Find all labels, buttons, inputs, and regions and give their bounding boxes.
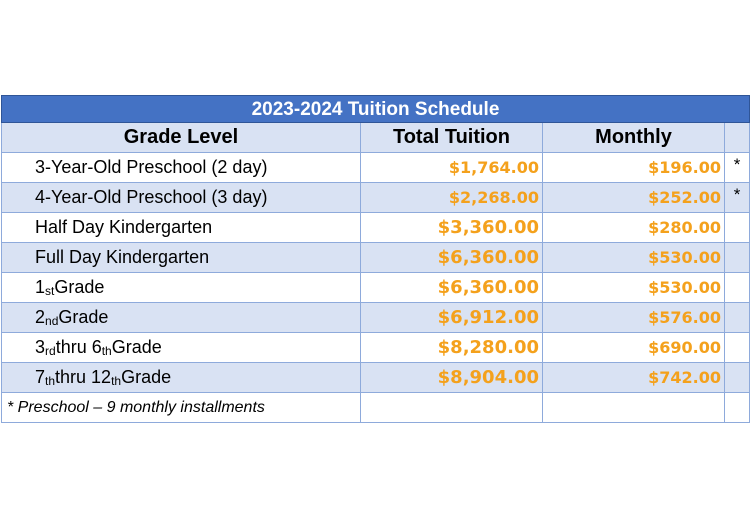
grade-level-cell [1, 363, 361, 393]
grade-level-cell [1, 333, 361, 363]
grade-level-cell [1, 183, 361, 213]
footnote: * Preschool – 9 monthly installments [1, 393, 361, 423]
footnote-mark-cell [725, 363, 750, 393]
total-tuition-cell: $1,764.00 [361, 153, 543, 183]
footnote-mark-cell [725, 243, 750, 273]
grade-text: Grade [54, 277, 105, 297]
grade-text: thru 12 [55, 367, 112, 387]
ordinal-suffix: th [111, 373, 122, 388]
monthly-cell: $530.00 [543, 243, 725, 273]
total-tuition-cell: $6,360.00 [361, 273, 543, 303]
grade-text: 3 [35, 337, 46, 357]
footnote-mark-cell [725, 213, 750, 243]
monthly-cell: $576.00 [543, 303, 725, 333]
grade-text: 7 [35, 367, 46, 387]
footnote-mark-cell: * [725, 153, 750, 183]
grade-text: Grade [121, 367, 172, 387]
table-title: 2023-2024 Tuition Schedule [1, 95, 750, 123]
footnote-blank-total [361, 393, 543, 423]
ordinal-suffix: st [45, 283, 55, 298]
grade-level-cell [1, 303, 361, 333]
total-tuition-cell: $8,904.00 [361, 363, 543, 393]
footnote-mark-cell [725, 333, 750, 363]
monthly-cell: $196.00 [543, 153, 725, 183]
monthly-cell: $252.00 [543, 183, 725, 213]
grade-level-cell [1, 273, 361, 303]
total-tuition-cell: $8,280.00 [361, 333, 543, 363]
monthly-cell: $742.00 [543, 363, 725, 393]
grade-text: Grade [111, 337, 162, 357]
monthly-cell: $690.00 [543, 333, 725, 363]
monthly-cell: $530.00 [543, 273, 725, 303]
grade-text: 4-Year-Old Preschool (3 day) [35, 187, 268, 207]
grade-text: thru 6 [55, 337, 102, 357]
header-monthly: Monthly [543, 123, 725, 153]
grade-level-cell [1, 213, 361, 243]
tuition-grid [1, 123, 750, 423]
total-tuition-cell: $6,360.00 [361, 243, 543, 273]
header-grade-level: Grade Level [1, 123, 361, 153]
header-note [725, 123, 750, 153]
header-total-tuition: Total Tuition [361, 123, 543, 153]
total-tuition-cell: $3,360.00 [361, 213, 543, 243]
grade-level-cell [1, 153, 361, 183]
tuition-table [1, 95, 750, 423]
footnote-mark-cell [725, 273, 750, 303]
footnote-blank-monthly [543, 393, 725, 423]
total-tuition-cell: $2,268.00 [361, 183, 543, 213]
footnote-blank-mark [725, 393, 750, 423]
grade-level-cell [1, 243, 361, 273]
grade-text: 2 [35, 307, 46, 327]
grade-text: 3-Year-Old Preschool (2 day) [35, 157, 268, 177]
grade-text: Grade [58, 307, 109, 327]
ordinal-suffix: rd [45, 343, 56, 358]
grade-text: Half Day Kindergarten [35, 217, 213, 237]
grade-text: Full Day Kindergarten [35, 247, 210, 267]
ordinal-suffix: th [45, 373, 56, 388]
ordinal-suffix: nd [45, 313, 59, 328]
footnote-mark-cell: * [725, 183, 750, 213]
grade-text: 1 [35, 277, 46, 297]
ordinal-suffix: th [101, 343, 112, 358]
total-tuition-cell: $6,912.00 [361, 303, 543, 333]
monthly-cell: $280.00 [543, 213, 725, 243]
footnote-mark-cell [725, 303, 750, 333]
